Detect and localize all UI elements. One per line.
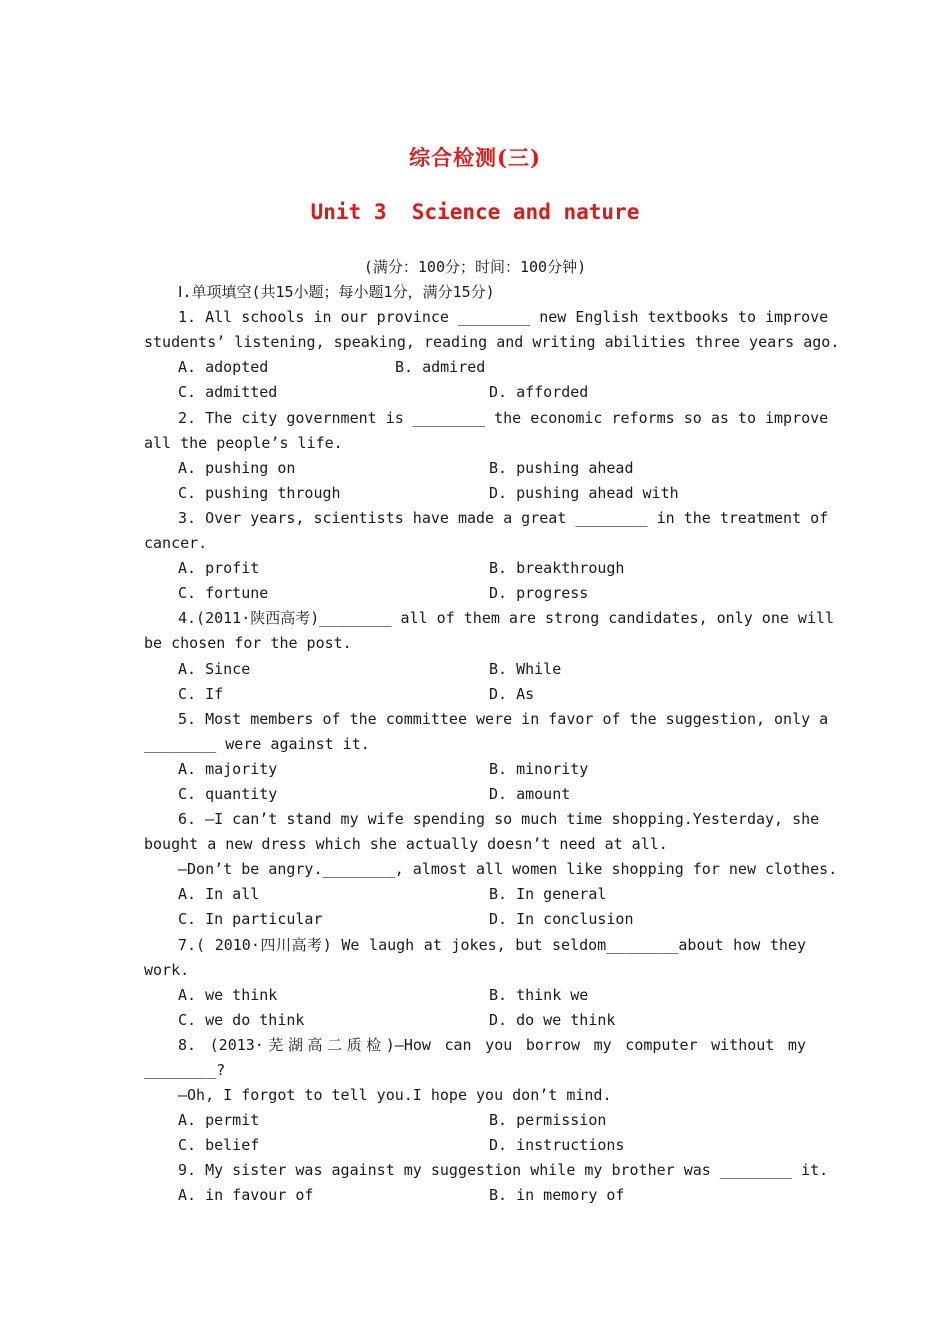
option-d: D. progress	[489, 584, 589, 603]
option-a: A. permit	[178, 1111, 260, 1130]
question-6-options-row-1	[144, 882, 806, 907]
question-2-options-row-1	[144, 456, 806, 481]
option-c: C. pushing through	[178, 483, 341, 502]
option-d: D. do we think	[489, 1010, 616, 1029]
option-d: D. pushing ahead with	[489, 483, 679, 502]
question-1-line-2: students’ listening, speaking, reading and writing abilities three years ago.	[144, 333, 840, 352]
unit-title: Unit 3 Science and nature	[310, 200, 640, 224]
option-d: D. instructions	[489, 1136, 625, 1155]
option-d: D. afforded	[489, 383, 589, 402]
option-a: A. profit	[178, 559, 260, 578]
section-heading: Ⅰ.单项填空(共15小题；每小题1分，满分15分)	[178, 283, 495, 302]
question-4-options-row-2	[144, 682, 806, 707]
option-d: D. amount	[489, 784, 571, 803]
question-6-options-row-2	[144, 907, 806, 932]
option-c: C. fortune	[178, 584, 269, 603]
question-2-line-2: all the people’s life.	[144, 433, 343, 452]
question-2-options-row-2	[144, 481, 806, 506]
option-a: A. Since	[178, 659, 251, 678]
option-d: D. In conclusion	[489, 910, 634, 929]
question-7-options-row-2	[144, 1008, 806, 1033]
question-3-line-1: 3. Over years, scientists have made a great ________ in the treatment of	[178, 508, 829, 527]
question-6-line-3: —Don’t be angry.________, almost all women like shopping for new clothes.	[178, 860, 838, 879]
option-b: B. minority	[489, 759, 589, 778]
option-d: D. As	[489, 684, 535, 703]
question-9-line-1: 9. My sister was against my suggestion while my brother was ________ it.	[178, 1161, 829, 1180]
question-5-line-1: 5. Most members of the committee were in favor of the suggestion, only a	[178, 709, 829, 728]
exam-body	[144, 255, 840, 1209]
question-8-line-2: ________?	[144, 1061, 226, 1079]
question-6-line-1: 6. —I can’t stand my wife spending so much time shopping.Yesterday, she	[178, 810, 820, 829]
exam-meta: (满分：100分；时间：100分钟)	[363, 258, 587, 276]
option-a: A. pushing on	[178, 458, 296, 477]
question-3-line-2: cancer.	[144, 534, 208, 553]
option-c: C. If	[178, 684, 224, 703]
option-b: B. pushing ahead	[489, 458, 634, 477]
option-a: A. in favour of	[178, 1186, 314, 1205]
option-b: B. breakthrough	[489, 559, 625, 578]
question-4-line-1: 4.(2011·陕西高考)________ all of them are strong candidates, only one will	[178, 609, 835, 628]
question-1-line-1: 1. All schools in our province ________ new English textbooks to improve	[178, 308, 829, 327]
question-1-options-row-1	[144, 355, 806, 380]
option-a: A. In all	[178, 885, 260, 904]
question-7-line-1: 7.( 2010·四川高考) We laugh at jokes, but seldom________about how they	[178, 935, 806, 954]
option-b: B. in memory of	[489, 1186, 625, 1205]
option-c: C. belief	[178, 1136, 260, 1155]
question-7-options-row-1	[144, 983, 806, 1008]
question-5-options-row-2	[144, 782, 806, 807]
page-title: 综合检测(三)	[409, 145, 541, 170]
question-8-options-row-2	[144, 1133, 806, 1158]
question-4-line-2: be chosen for the post.	[144, 634, 352, 653]
option-a: A. we think	[178, 985, 278, 1004]
option-b: B. admired	[395, 358, 486, 377]
question-6-line-2: bought a new dress which she actually doesn’t need at all.	[144, 835, 668, 854]
question-3-options-row-2	[144, 581, 806, 606]
question-8-line-3: —Oh, I forgot to tell you.I hope you don’t mind.	[178, 1086, 612, 1105]
question-8-options-row-1	[144, 1108, 806, 1133]
question-9-options-row-1	[144, 1183, 806, 1208]
question-1-options-row-2	[144, 380, 806, 405]
question-3-options-row-1	[144, 556, 806, 581]
option-b: B. In general	[489, 885, 607, 904]
option-c: C. admitted	[178, 383, 278, 402]
option-b: B. permission	[489, 1111, 607, 1130]
option-b: B. think we	[489, 985, 589, 1004]
question-2-line-1: 2. The city government is ________ the economic reforms so as to improve	[178, 408, 829, 427]
question-8-line-1: 8. (2013·芜湖高二质检)—How can you borrow my computer without my	[178, 1035, 806, 1054]
question-5-options-row-1	[144, 757, 806, 782]
option-a: A. majority	[178, 759, 278, 778]
option-a: A. adopted	[178, 358, 269, 377]
question-4-options-row-1	[144, 657, 806, 682]
option-c: C. we do think	[178, 1010, 305, 1029]
option-c: C. quantity	[178, 784, 278, 803]
option-c: C. In particular	[178, 910, 323, 929]
question-5-line-2: ________ were against it.	[144, 734, 370, 753]
question-7-line-2: work.	[144, 960, 190, 979]
option-b: B. While	[489, 659, 562, 678]
